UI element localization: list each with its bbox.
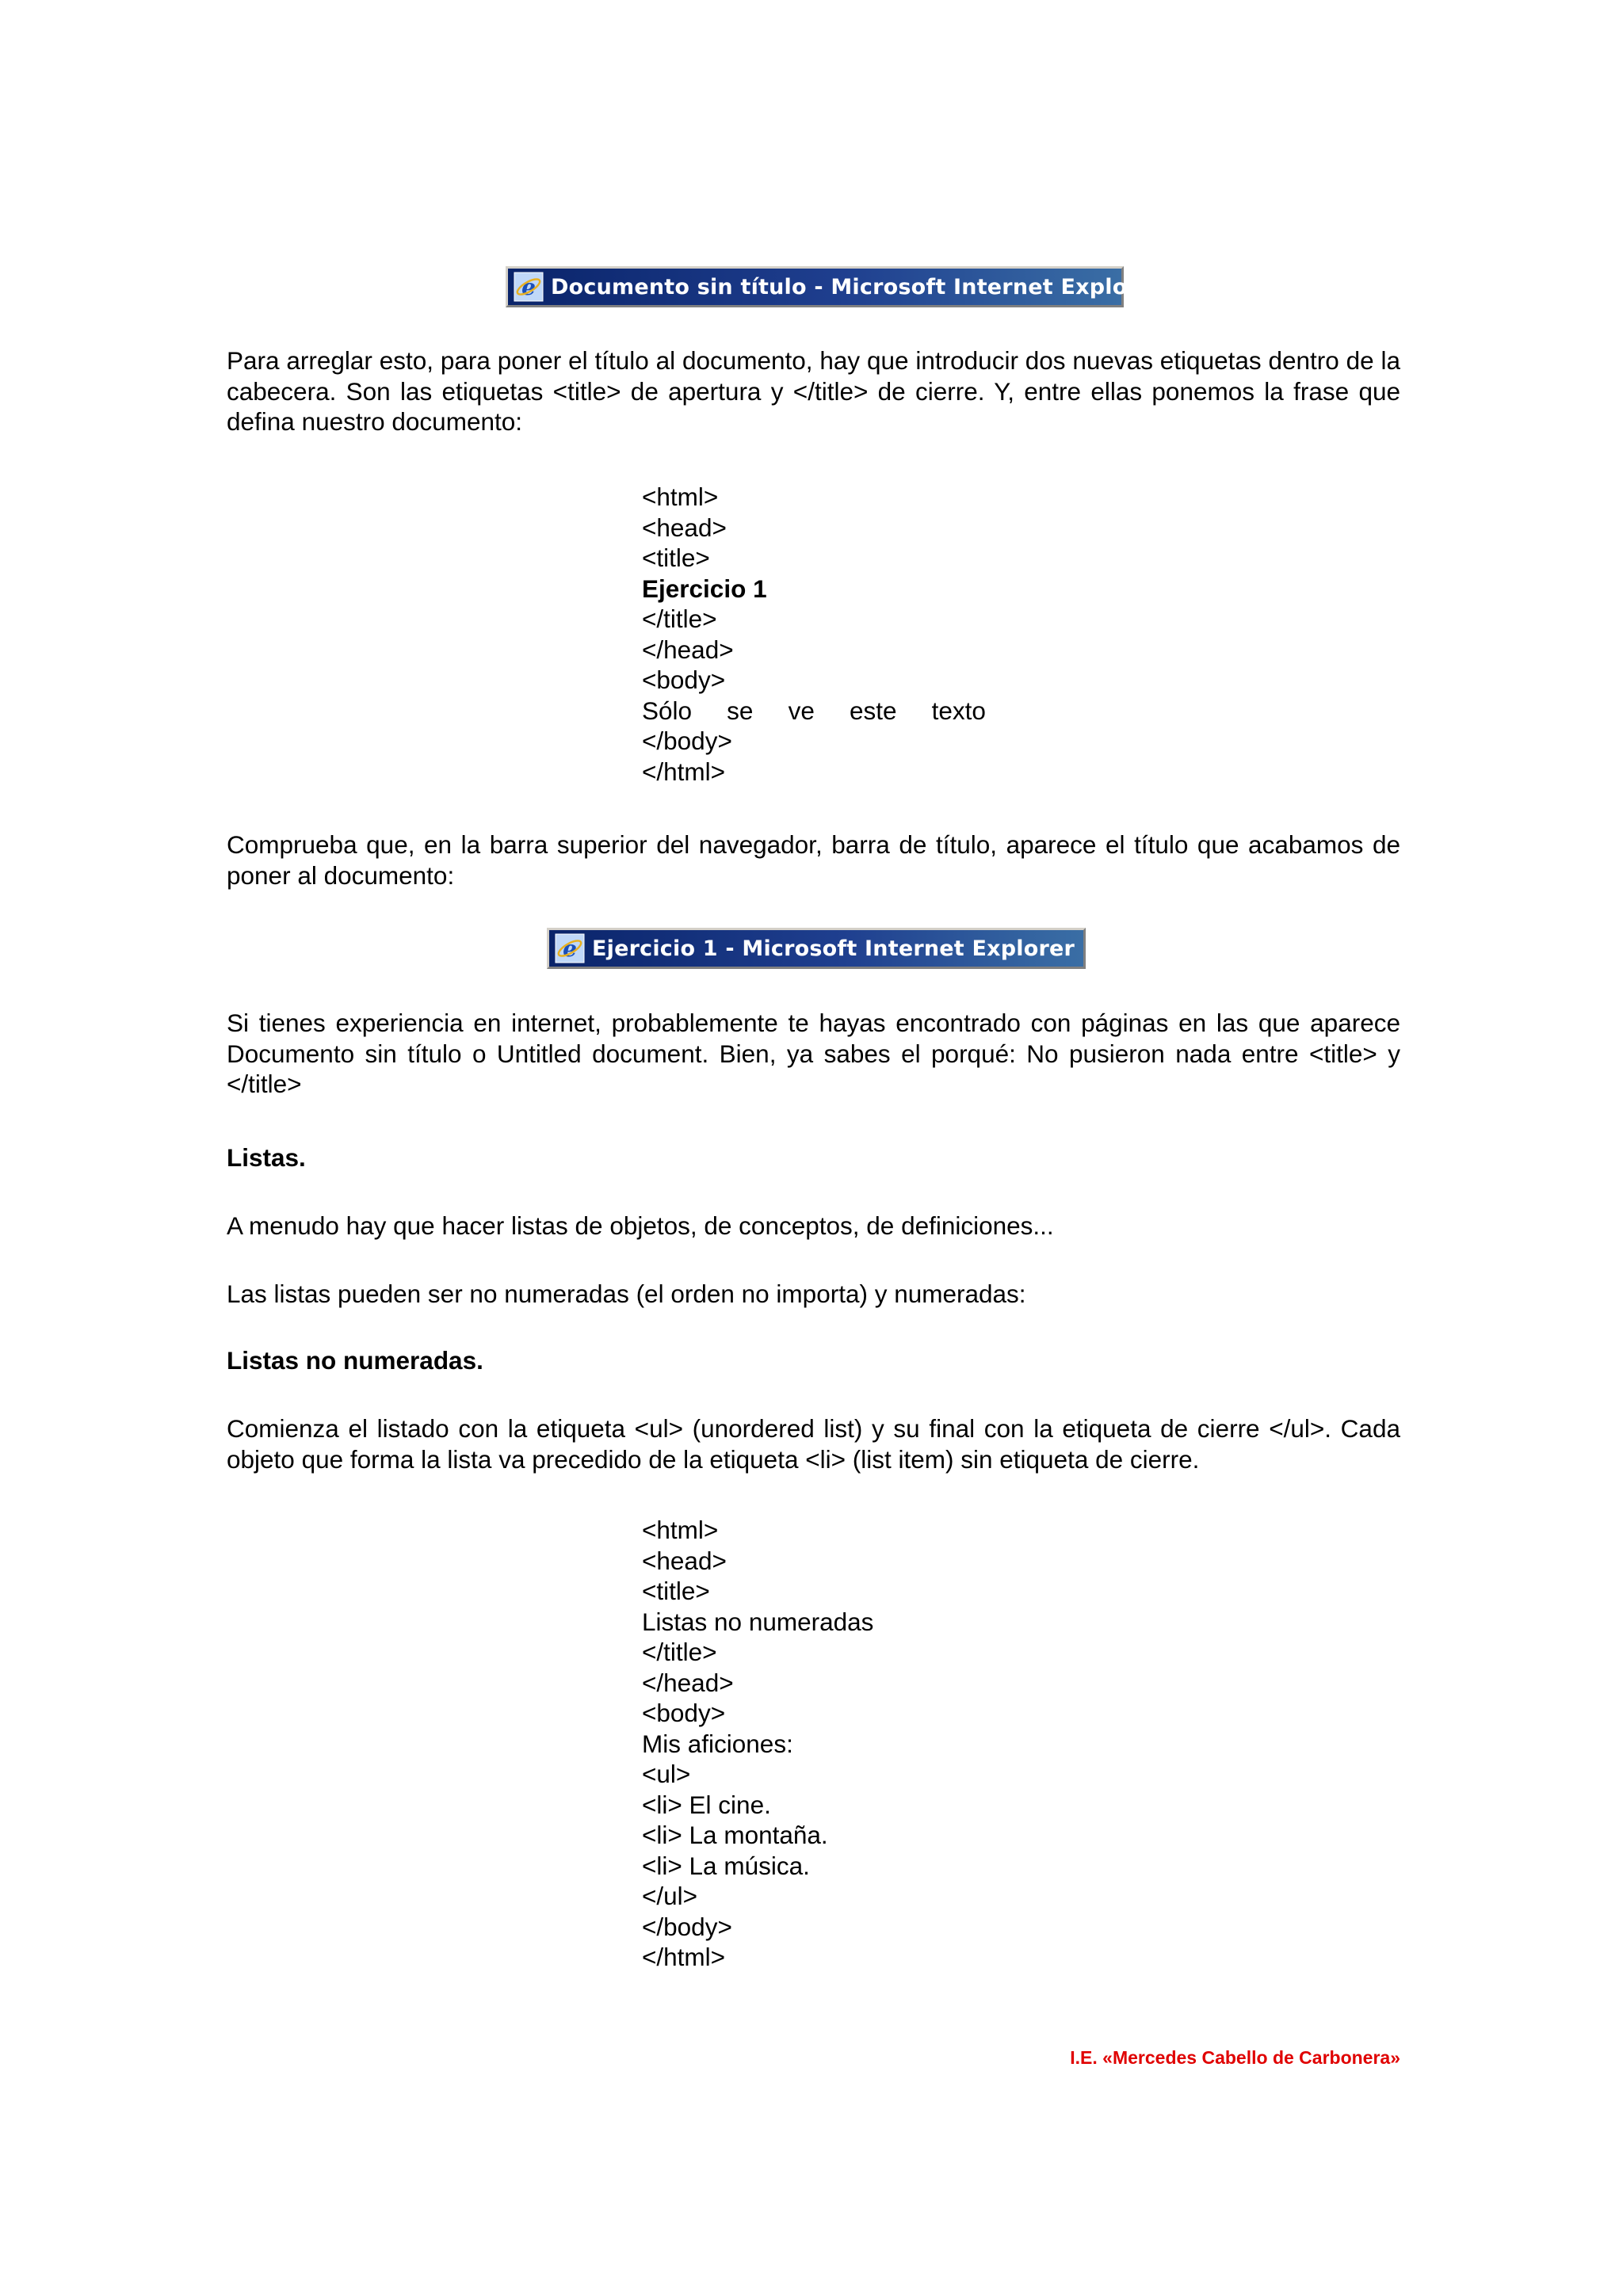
code-block-title-example [642, 482, 986, 787]
paragraph-listas-intro: A menudo hay que hacer listas de objetos, de conceptos, de definiciones... [227, 1211, 1054, 1240]
footer-school-name: I.E. «Mercedes Cabello de Carbonera» [1070, 2047, 1400, 2068]
svg-text:e: e [521, 274, 536, 300]
titlebar-text: Documento sin título - Microsoft Internet Explorer [551, 274, 1164, 299]
paragraph-check-title: Comprueba que, en la barra superior del navegador, barra de título, aparece el título que acabamos de poner al documento: [227, 830, 1400, 890]
code-word: Sólo [642, 696, 693, 725]
titlebar-text: Ejercicio 1 - Microsoft Internet Explorer [592, 936, 1075, 961]
paragraph-ul-explanation: Comienza el listado con la etiqueta <ul> (unordered list) y su final con la etiqueta de cierre </ul>. Cada objeto que forma la lista va precedido de la etiqueta <li> (list item) sin etiqueta de cierre. [227, 1414, 1400, 1474]
code-line: </body> [642, 727, 732, 755]
code-line-body-text [642, 696, 986, 727]
code-line: <title> [642, 1577, 710, 1605]
code-word: se [727, 696, 754, 725]
code-line: <head> [642, 513, 727, 542]
code-line: <li> La música. [642, 1851, 810, 1880]
paragraph-title-intro: Para arreglar esto, para poner el título al documento, hay que introducir dos nuevas etiquetas dentro de la cabecera. Son las etiquetas <title> de apertura y </title> de cierre. Y, entre ellas ponemos la frase que defina nuestro documento: [227, 346, 1400, 436]
ie-titlebar-untitled [506, 266, 1164, 307]
code-line: </title> [642, 605, 717, 633]
paragraph-listas-types: Las listas pueden ser no numeradas (el orden no importa) y numeradas: [227, 1280, 1026, 1308]
paragraph-untitled-explanation: Si tienes experiencia en internet, probablemente te hayas encontrado con páginas en las que aparece Documento sin título o Untitled document. Bien, ya sabes el porqué: No pusieron nada entre <title> y </title> [227, 1009, 1400, 1098]
code-line: <ul> [642, 1760, 691, 1788]
code-line: <li> El cine. [642, 1790, 771, 1819]
code-line: </title> [642, 1638, 717, 1666]
code-line: <html> [642, 482, 719, 511]
code-line: <html> [642, 1516, 719, 1544]
code-line: <title> [642, 543, 710, 572]
code-block-ul-example [642, 1515, 873, 1973]
code-word: texto [931, 696, 986, 725]
code-line: Listas no numeradas [642, 1607, 874, 1636]
svg-text:e: e [563, 936, 577, 962]
heading-listas-no-numeradas: Listas no numeradas. [227, 1346, 483, 1375]
code-line: </ul> [642, 1882, 698, 1910]
code-line: </html> [642, 757, 726, 786]
code-line: </html> [642, 1943, 726, 1971]
code-word: ve [788, 696, 815, 725]
code-line: <head> [642, 1546, 727, 1575]
code-line: </head> [642, 635, 734, 664]
code-line: </head> [642, 1668, 734, 1697]
heading-listas: Listas. [227, 1143, 306, 1172]
code-line: <body> [642, 1699, 726, 1727]
code-line: Mis aficiones: [642, 1729, 793, 1758]
code-line: <li> La montaña. [642, 1821, 828, 1849]
ie-titlebar-ejercicio [547, 928, 1086, 969]
code-line: <body> [642, 666, 726, 694]
code-line-title-value: Ejercicio 1 [642, 574, 767, 603]
ie-icon [513, 271, 544, 303]
ie-icon [554, 933, 586, 964]
code-word: este [849, 696, 897, 725]
code-line: </body> [642, 1912, 732, 1941]
